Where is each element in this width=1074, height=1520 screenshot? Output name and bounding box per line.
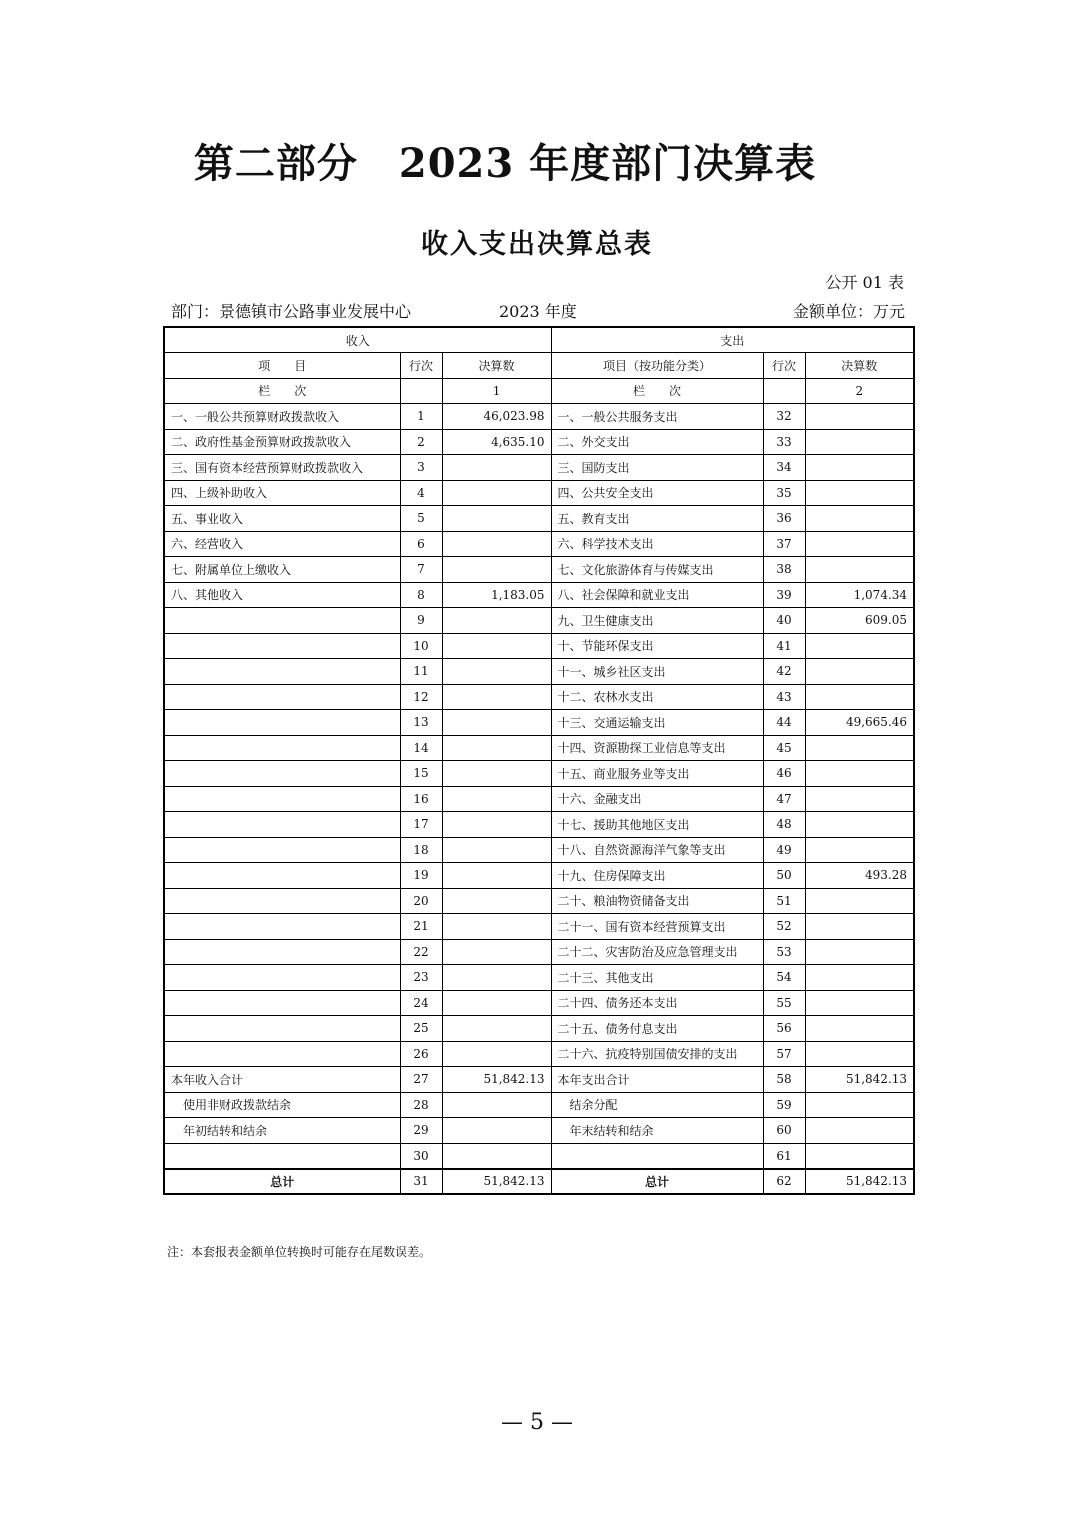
- income-amount: 1,183.05: [442, 582, 551, 608]
- table-row: [164, 710, 914, 736]
- table-row: [164, 455, 914, 481]
- expense-item: 十九、住房保障支出: [551, 863, 763, 889]
- table-title: 收入支出决算总表: [421, 229, 653, 260]
- expense-item: 十一、城乡社区支出: [551, 659, 763, 685]
- income-row-no: 27: [400, 1067, 442, 1093]
- table-row: [164, 761, 914, 787]
- table-row: [164, 914, 914, 940]
- section-header-row: [164, 327, 914, 353]
- expense-amount: 51,842.13: [805, 1067, 914, 1093]
- expense-item: 十八、自然资源海洋气象等支出: [551, 837, 763, 863]
- expense-row-no: 32: [763, 404, 805, 430]
- income-row-no: 13: [400, 710, 442, 736]
- expense-row-no: 47: [763, 786, 805, 812]
- expense-row-no: 42: [763, 659, 805, 685]
- expense-column-label: 栏 次: [551, 378, 763, 404]
- expense-row-no: 35: [763, 480, 805, 506]
- income-amount: [442, 990, 551, 1016]
- expense-total-row-no: 62: [763, 1169, 805, 1195]
- income-amount: [442, 608, 551, 634]
- expense-row-no: 41: [763, 633, 805, 659]
- expense-row-no: 56: [763, 1016, 805, 1042]
- table-row: [164, 888, 914, 914]
- income-item: [164, 812, 400, 838]
- expense-column-index: 2: [805, 378, 914, 404]
- expense-row-no: 34: [763, 455, 805, 481]
- income-amount: [442, 888, 551, 914]
- income-amount: 51,842.13: [442, 1067, 551, 1093]
- expense-item: 三、国防支出: [551, 455, 763, 481]
- income-item: [164, 710, 400, 736]
- expense-amount: 609.05: [805, 608, 914, 634]
- table-row: [164, 1041, 914, 1067]
- income-total-row-no: 31: [400, 1169, 442, 1195]
- table-row: [164, 404, 914, 430]
- expense-amount: [805, 659, 914, 685]
- income-amount: [442, 480, 551, 506]
- expense-amount: [805, 557, 914, 583]
- income-item: [164, 735, 400, 761]
- income-amount: [442, 939, 551, 965]
- table-row: [164, 1143, 914, 1169]
- expense-row-no: 59: [763, 1092, 805, 1118]
- expense-amount: [805, 888, 914, 914]
- table-row: [164, 582, 914, 608]
- income-row-no-header: 行次: [400, 353, 442, 379]
- income-row-no: 4: [400, 480, 442, 506]
- expense-row-no: 60: [763, 1118, 805, 1144]
- expense-total-amount: 51,842.13: [805, 1169, 914, 1195]
- expense-item: 十六、金融支出: [551, 786, 763, 812]
- page-number: — 5 —: [501, 1410, 573, 1435]
- income-amount: 46,023.98: [442, 404, 551, 430]
- table-row: [164, 531, 914, 557]
- income-column-label: 栏 次: [164, 378, 400, 404]
- income-item: [164, 633, 400, 659]
- income-amount: [442, 1016, 551, 1042]
- table-row: [164, 480, 914, 506]
- income-total-label: 总计: [164, 1169, 400, 1195]
- expense-row-no: 54: [763, 965, 805, 991]
- income-item: 八、其他收入: [164, 582, 400, 608]
- table-row: [164, 633, 914, 659]
- column-index-row: [164, 378, 914, 404]
- fiscal-year: 2023 年度: [499, 302, 577, 321]
- income-amount: 4,635.10: [442, 429, 551, 455]
- column-header-row: [164, 353, 914, 379]
- table-row: [164, 990, 914, 1016]
- income-amount: [442, 1118, 551, 1144]
- income-row-no: 7: [400, 557, 442, 583]
- income-amount: [442, 557, 551, 583]
- expense-item-header: 项目（按功能分类）: [551, 353, 763, 379]
- expense-amount: [805, 404, 914, 430]
- expense-item: 七、文化旅游体育与传媒支出: [551, 557, 763, 583]
- expense-amount: 49,665.46: [805, 710, 914, 736]
- income-row-no: 16: [400, 786, 442, 812]
- expense-item: 十二、农林水支出: [551, 684, 763, 710]
- income-amount: [442, 837, 551, 863]
- income-item: [164, 837, 400, 863]
- income-item: [164, 1041, 400, 1067]
- expense-amount: [805, 812, 914, 838]
- expense-amount: [805, 914, 914, 940]
- income-item: 五、事业收入: [164, 506, 400, 532]
- table-number: 公开 01 表: [825, 273, 904, 292]
- income-row-no: 10: [400, 633, 442, 659]
- table-row: [164, 429, 914, 455]
- expense-row-no: 55: [763, 990, 805, 1016]
- expense-amount-header: 决算数: [805, 353, 914, 379]
- expense-row-no: 36: [763, 506, 805, 532]
- income-item: 一、一般公共预算财政拨款收入: [164, 404, 400, 430]
- expense-amount: [805, 735, 914, 761]
- table-row: [164, 659, 914, 685]
- expense-item: 年末结转和结余: [551, 1118, 763, 1144]
- income-amount: [442, 531, 551, 557]
- expense-row-no: 48: [763, 812, 805, 838]
- expense-amount: [805, 1092, 914, 1118]
- expense-item: 二、外交支出: [551, 429, 763, 455]
- table-row: [164, 863, 914, 889]
- income-item: [164, 1016, 400, 1042]
- income-item: [164, 608, 400, 634]
- income-row-no: 20: [400, 888, 442, 914]
- table-row: [164, 1118, 914, 1144]
- income-amount: [442, 863, 551, 889]
- expense-item: 十、节能环保支出: [551, 633, 763, 659]
- expense-amount: [805, 1143, 914, 1169]
- expense-row-no: 33: [763, 429, 805, 455]
- table-row: [164, 684, 914, 710]
- expense-row-no: 40: [763, 608, 805, 634]
- table-row: [164, 557, 914, 583]
- income-row-no: 1: [400, 404, 442, 430]
- expense-item: 五、教育支出: [551, 506, 763, 532]
- income-amount: [442, 761, 551, 787]
- report-meta: [163, 299, 905, 321]
- expense-row-no: 45: [763, 735, 805, 761]
- income-row-no: 30: [400, 1143, 442, 1169]
- income-item: [164, 786, 400, 812]
- income-item: [164, 659, 400, 685]
- empty-cell: [400, 378, 442, 404]
- income-amount: [442, 1143, 551, 1169]
- income-amount: [442, 455, 551, 481]
- expense-amount: [805, 965, 914, 991]
- income-row-no: 8: [400, 582, 442, 608]
- income-amount: [442, 506, 551, 532]
- expense-row-no: 57: [763, 1041, 805, 1067]
- income-row-no: 18: [400, 837, 442, 863]
- expense-row-no: 52: [763, 914, 805, 940]
- income-row-no: 15: [400, 761, 442, 787]
- expense-row-no: 44: [763, 710, 805, 736]
- income-item: 四、上级补助收入: [164, 480, 400, 506]
- expense-amount: [805, 786, 914, 812]
- income-row-no: 6: [400, 531, 442, 557]
- table-row: [164, 965, 914, 991]
- income-row-no: 29: [400, 1118, 442, 1144]
- table-row: [164, 735, 914, 761]
- expense-amount: 1,074.34: [805, 582, 914, 608]
- expense-item: 二十六、抗疫特别国债安排的支出: [551, 1041, 763, 1067]
- table-row: [164, 1016, 914, 1042]
- expense-row-no: 37: [763, 531, 805, 557]
- expense-amount: [805, 990, 914, 1016]
- income-row-no: 3: [400, 455, 442, 481]
- expense-amount: [805, 531, 914, 557]
- expense-item: 十五、商业服务业等支出: [551, 761, 763, 787]
- table-row: [164, 608, 914, 634]
- expense-total-label: 总计: [551, 1169, 763, 1195]
- expense-amount: [805, 506, 914, 532]
- expense-item: 四、公共安全支出: [551, 480, 763, 506]
- expense-item: 二十二、灾害防治及应急管理支出: [551, 939, 763, 965]
- expense-item: 十四、资源勘探工业信息等支出: [551, 735, 763, 761]
- income-amount-header: 决算数: [442, 353, 551, 379]
- expense-row-no: 58: [763, 1067, 805, 1093]
- income-amount: [442, 633, 551, 659]
- income-row-no: 14: [400, 735, 442, 761]
- income-amount: [442, 914, 551, 940]
- income-item: 三、国有资本经营预算财政拨款收入: [164, 455, 400, 481]
- income-header: 收入: [164, 327, 551, 353]
- income-item: 二、政府性基金预算财政拨款收入: [164, 429, 400, 455]
- income-amount: [442, 1041, 551, 1067]
- income-item-header: 项 目: [164, 353, 400, 379]
- expense-amount: [805, 761, 914, 787]
- income-item: 六、经营收入: [164, 531, 400, 557]
- income-row-no: 24: [400, 990, 442, 1016]
- income-item: [164, 914, 400, 940]
- table-row: [164, 837, 914, 863]
- expense-row-no: 46: [763, 761, 805, 787]
- income-item: [164, 939, 400, 965]
- expense-amount: [805, 429, 914, 455]
- income-amount: [442, 812, 551, 838]
- empty-cell: [763, 378, 805, 404]
- income-row-no: 23: [400, 965, 442, 991]
- table-row: [164, 786, 914, 812]
- expense-row-no-header: 行次: [763, 353, 805, 379]
- income-row-no: 11: [400, 659, 442, 685]
- income-item: 本年收入合计: [164, 1067, 400, 1093]
- expense-amount: [805, 1016, 914, 1042]
- income-row-no: 28: [400, 1092, 442, 1118]
- table-row: [164, 1067, 914, 1093]
- income-row-no: 12: [400, 684, 442, 710]
- table-row: [164, 506, 914, 532]
- expense-amount: [805, 455, 914, 481]
- income-total-amount: 51,842.13: [442, 1169, 551, 1195]
- expense-row-no: 51: [763, 888, 805, 914]
- income-item: 七、附属单位上缴收入: [164, 557, 400, 583]
- expense-amount: [805, 480, 914, 506]
- expense-item: 二十、粮油物资储备支出: [551, 888, 763, 914]
- income-amount: [442, 965, 551, 991]
- income-item: 年初结转和结余: [164, 1118, 400, 1144]
- footnote: 注：本套报表金额单位转换时可能存在尾数误差。: [167, 1245, 432, 1259]
- income-row-no: 21: [400, 914, 442, 940]
- income-column-index: 1: [442, 378, 551, 404]
- income-amount: [442, 684, 551, 710]
- expense-row-no: 49: [763, 837, 805, 863]
- amount-unit: 金额单位：万元: [792, 302, 905, 321]
- table-row: [164, 939, 914, 965]
- expense-row-no: 39: [763, 582, 805, 608]
- expense-item: 本年支出合计: [551, 1067, 763, 1093]
- income-row-no: 17: [400, 812, 442, 838]
- income-item: [164, 990, 400, 1016]
- expense-amount: [805, 939, 914, 965]
- income-amount: [442, 786, 551, 812]
- income-amount: [442, 1092, 551, 1118]
- expense-row-no: 61: [763, 1143, 805, 1169]
- income-row-no: 5: [400, 506, 442, 532]
- income-row-no: 22: [400, 939, 442, 965]
- expense-item: 结余分配: [551, 1092, 763, 1118]
- income-expense-table: [163, 326, 915, 1195]
- income-amount: [442, 710, 551, 736]
- page-title: 第二部分 2023 年度部门决算表: [193, 140, 817, 187]
- expense-amount: [805, 1118, 914, 1144]
- income-row-no: 26: [400, 1041, 442, 1067]
- expense-row-no: 53: [763, 939, 805, 965]
- expense-amount: [805, 684, 914, 710]
- expense-amount: [805, 633, 914, 659]
- expense-item: 九、卫生健康支出: [551, 608, 763, 634]
- table-row: [164, 1092, 914, 1118]
- expense-item: [551, 1143, 763, 1169]
- income-row-no: 2: [400, 429, 442, 455]
- expense-item: 一、一般公共服务支出: [551, 404, 763, 430]
- expense-amount: 493.28: [805, 863, 914, 889]
- expense-header: 支出: [551, 327, 914, 353]
- expense-row-no: 50: [763, 863, 805, 889]
- income-row-no: 9: [400, 608, 442, 634]
- expense-item: 二十三、其他支出: [551, 965, 763, 991]
- department-label: 部门：景德镇市公路事业发展中心: [171, 302, 412, 321]
- expense-item: 二十四、债务还本支出: [551, 990, 763, 1016]
- expense-item: 十七、援助其他地区支出: [551, 812, 763, 838]
- income-amount: [442, 659, 551, 685]
- income-item: 使用非财政拨款结余: [164, 1092, 400, 1118]
- income-row-no: 19: [400, 863, 442, 889]
- expense-amount: [805, 1041, 914, 1067]
- income-item: [164, 684, 400, 710]
- table-row: [164, 812, 914, 838]
- expense-row-no: 43: [763, 684, 805, 710]
- income-item: [164, 863, 400, 889]
- expense-item: 二十五、债务付息支出: [551, 1016, 763, 1042]
- income-amount: [442, 735, 551, 761]
- expense-row-no: 38: [763, 557, 805, 583]
- income-item: [164, 1143, 400, 1169]
- expense-item: 六、科学技术支出: [551, 531, 763, 557]
- expense-amount: [805, 837, 914, 863]
- expense-item: 八、社会保障和就业支出: [551, 582, 763, 608]
- income-item: [164, 965, 400, 991]
- income-item: [164, 888, 400, 914]
- expense-item: 十三、交通运输支出: [551, 710, 763, 736]
- income-row-no: 25: [400, 1016, 442, 1042]
- total-row: [164, 1169, 914, 1195]
- income-item: [164, 761, 400, 787]
- expense-item: 二十一、国有资本经营预算支出: [551, 914, 763, 940]
